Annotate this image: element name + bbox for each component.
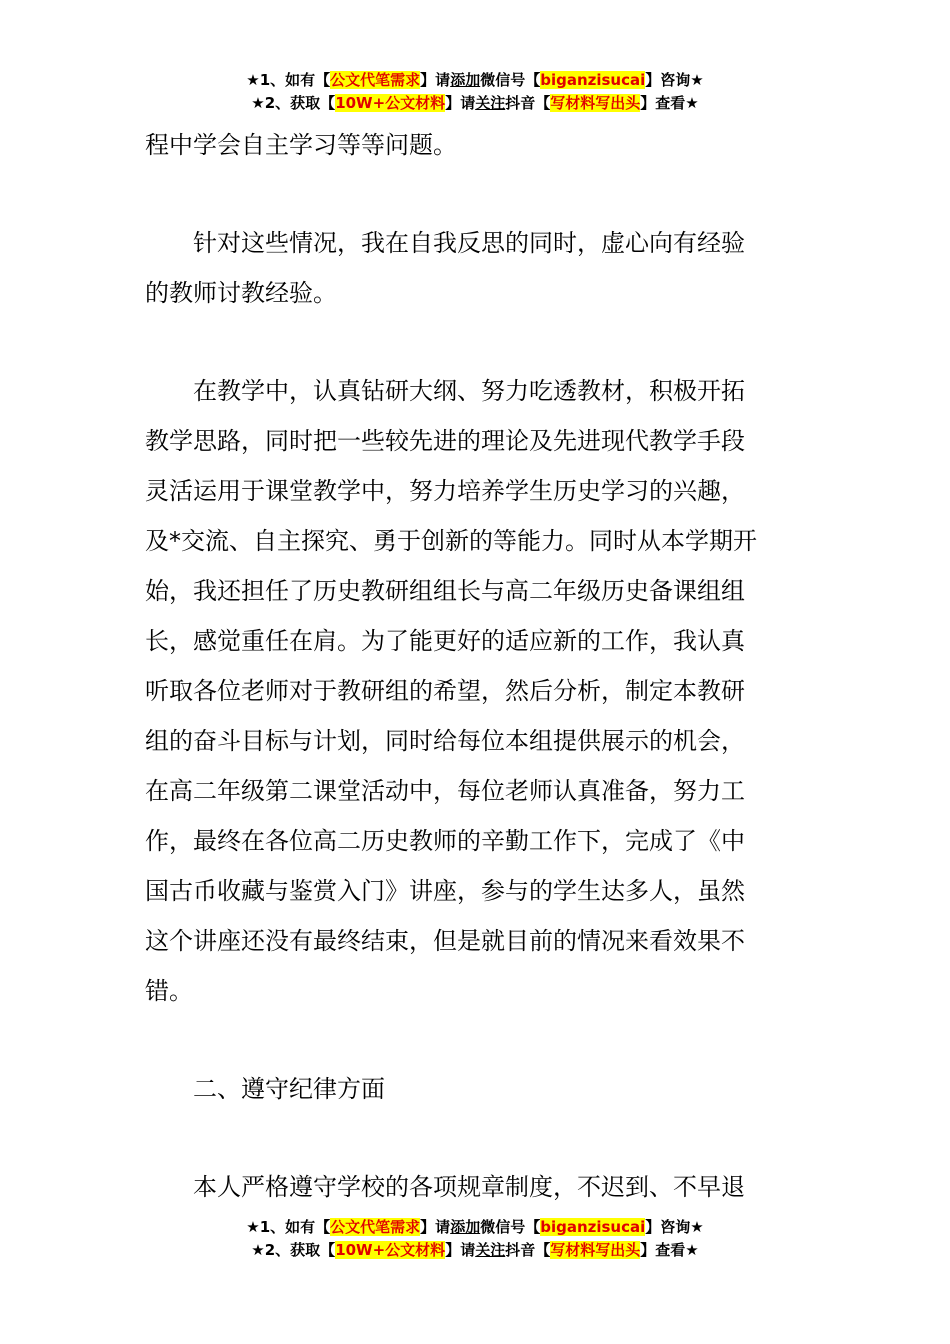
document-body [145,120,810,1212]
banner-line-1: ★1、如有【公文代笔需求】请添加微信号【biganzisucai】咨询★ [246,1218,704,1236]
banner-highlight: biganzisucai [540,71,646,89]
banner-highlight: 10W+公文材料 [335,1241,446,1259]
paragraph-2: 针对这些情况，我在自我反思的同时，虚心向有经验 的教师讨教经验。 [145,229,745,307]
banner-highlight: 写材料写出头 [550,1241,641,1259]
banner-highlight: 写材料写出头 [550,94,641,112]
banner-line-2: ★2、获取【10W+公文材料】请关注抖音【写材料写出头】查看★ [251,1241,699,1259]
paragraph-3: 在教学中，认真钻研大纲、努力吃透教材，积极开拓 教学思路，同时把一些较先进的理论及先进现代教学手段 灵活运用于课堂教学中，努力培养学生历史学习的兴趣， 及*交流、自主探究、勇于创新的等能力。同时从本学期开 始，我还担任了历史教研组组长与高二年级历史备课组组 长，感觉重任在肩。为了能更好的适应新的工作，我认真 听取各位老师对于教研组的希望，然后分析，制定本教研 组的奋斗目标与计划，同时给每位本组提供展示的机会， 在高二年级第二课堂活动中，每位老师认真准备，努力工 作，最终在各位高二历史教师的辛勤工作下，完成了《中 国古币收藏与鉴赏入门》讲座，参与的学生达多人，虽然 这个讲座还没有最终结束，但是就目前的情况来看效果不 错。 [145,377,757,1005]
banner-highlight: 10W+公文材料 [335,94,446,112]
paragraph-4: 本人严格遵守学校的各项规章制度，不迟到、不早退 [193,1173,745,1201]
banner-highlight: 公文代笔需求 [330,71,421,89]
banner-highlight: biganzisucai [540,1218,646,1236]
banner-highlight: 公文代笔需求 [330,1218,421,1236]
top-banner [0,69,950,115]
banner-line-1: ★1、如有【公文代笔需求】请添加微信号【biganzisucai】咨询★ [246,71,704,89]
paragraph-1: 程中学会自主学习等等问题。 [145,131,457,159]
section-heading: 二、遵守纪律方面 [193,1075,385,1103]
bottom-banner [0,1216,950,1262]
banner-line-2: ★2、获取【10W+公文材料】请关注抖音【写材料写出头】查看★ [251,94,699,112]
